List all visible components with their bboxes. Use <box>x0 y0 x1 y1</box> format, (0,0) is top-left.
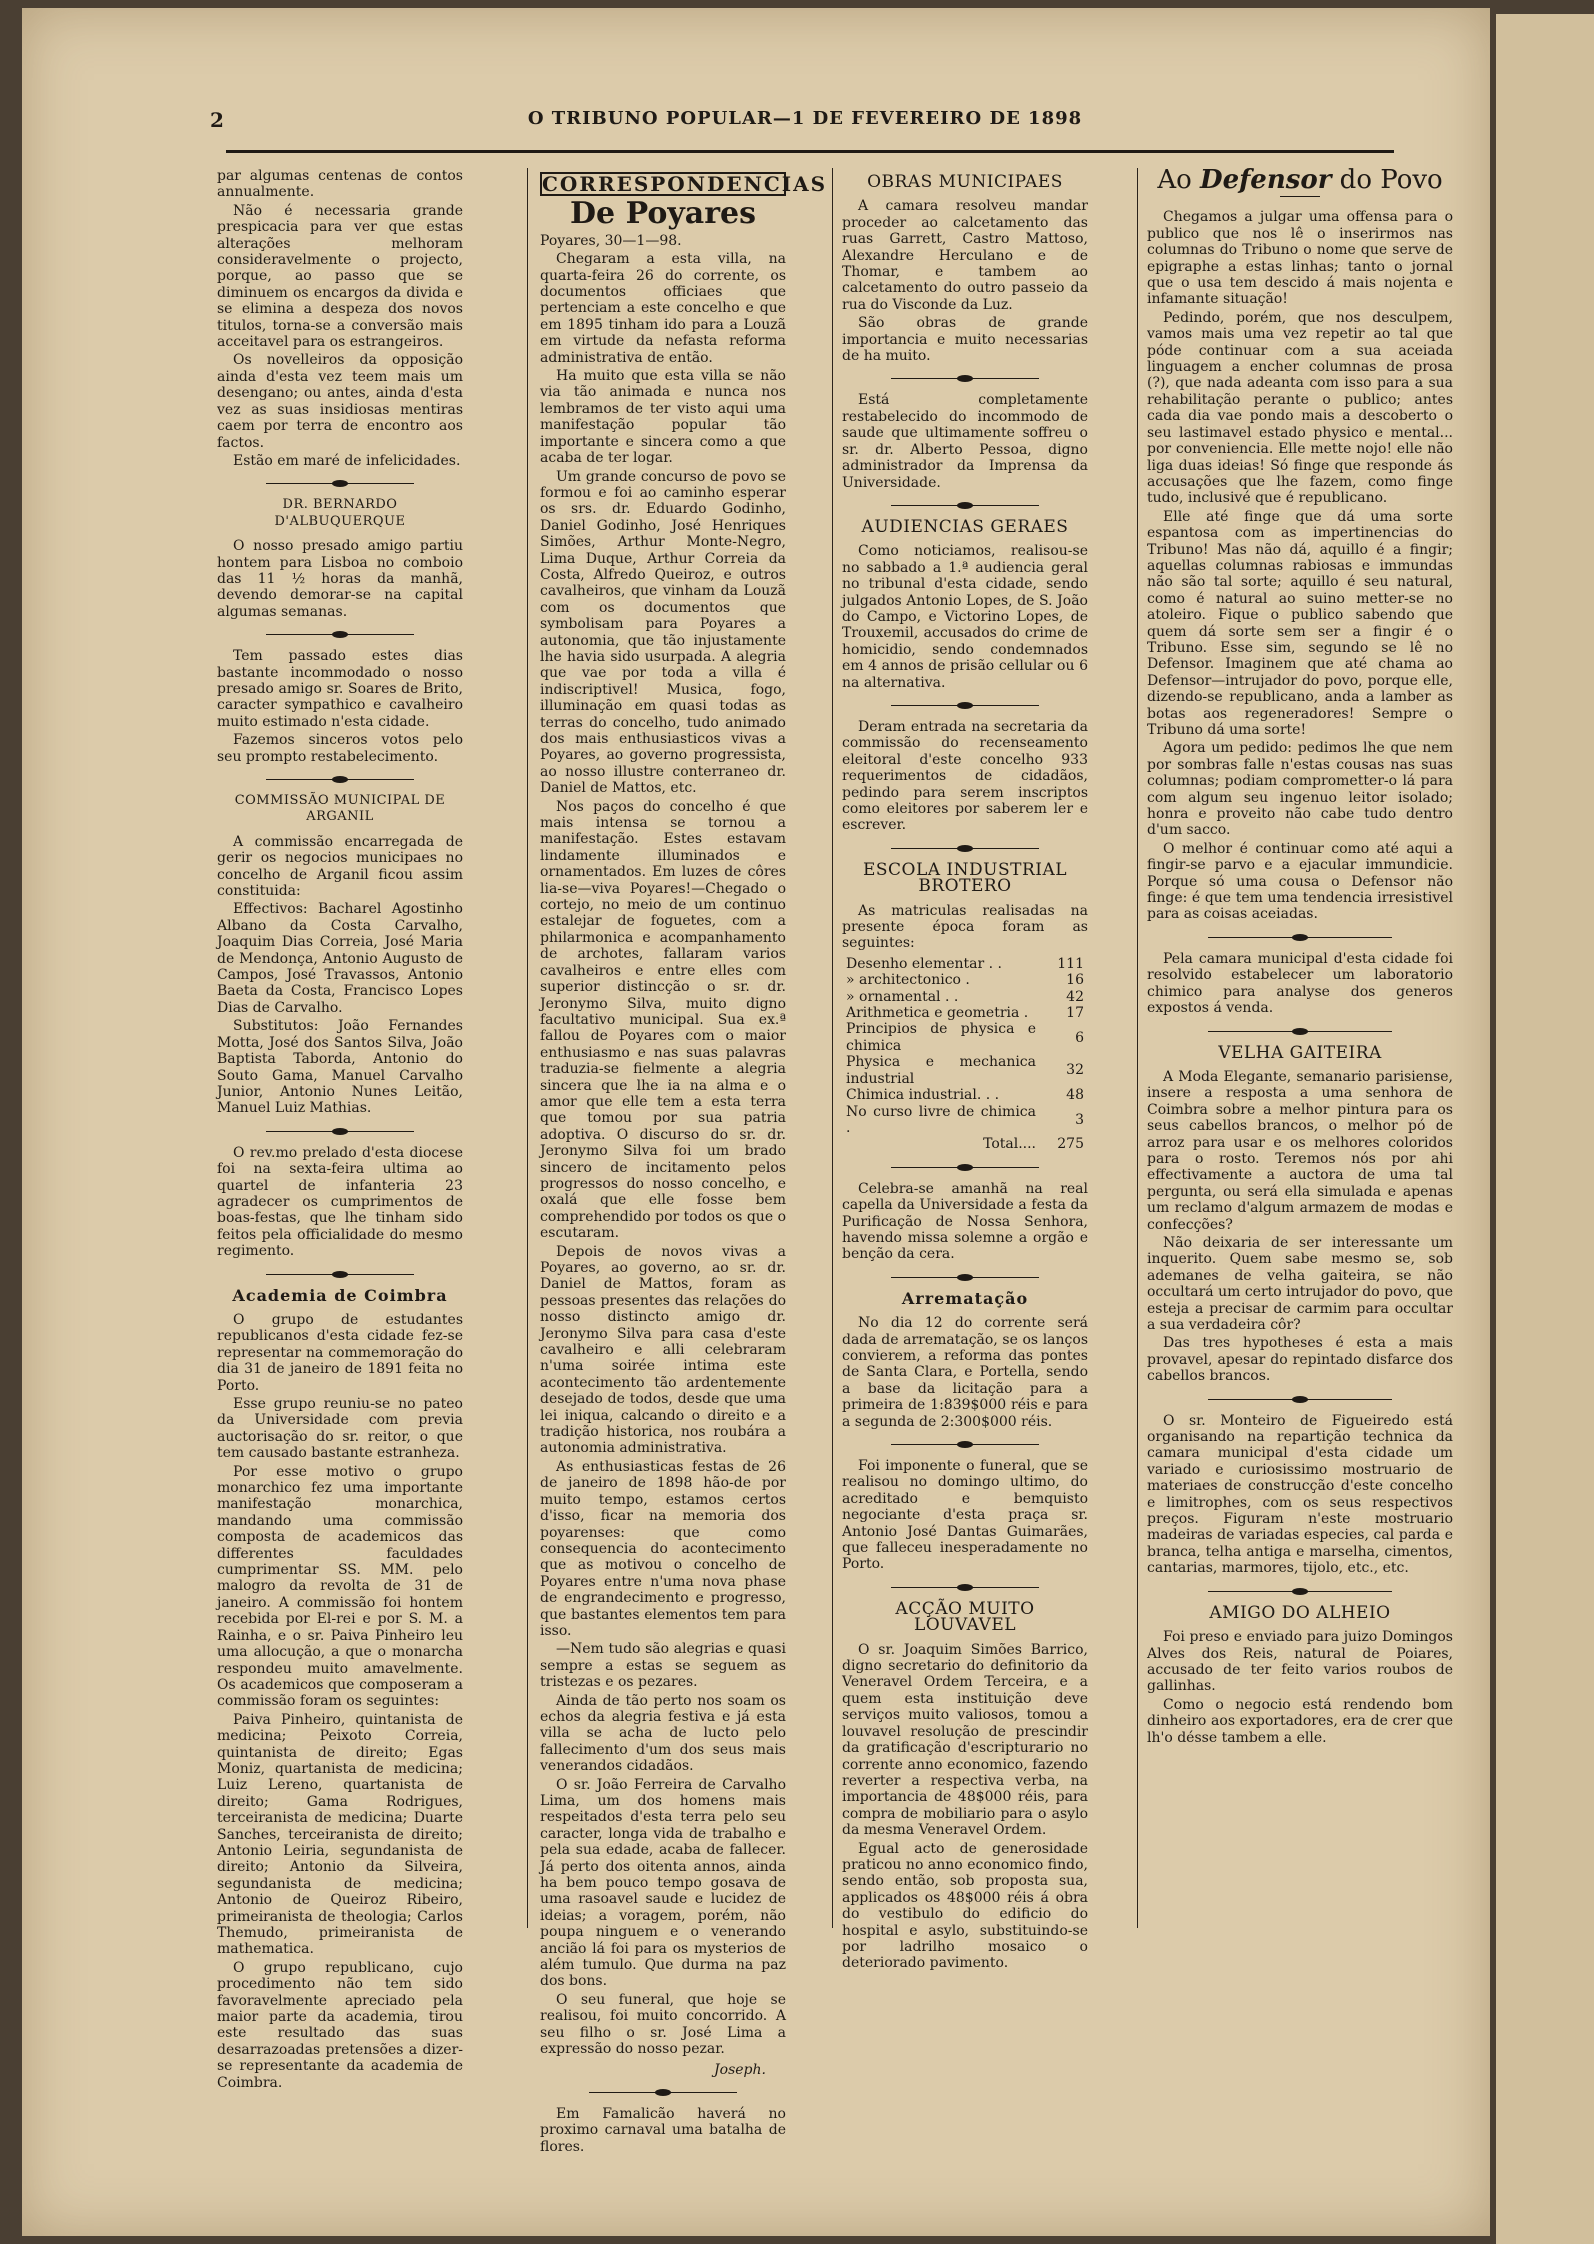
header-rule <box>226 150 1394 153</box>
article-paragraph: Ha muito que esta villa se não via tão animada e nunca nos lembramos de ter visto aqui uma manifestação popular tão importante e sincera como a que acaba de ter logar. <box>540 368 786 467</box>
article-paragraph: Como o negocio está rendendo bom dinheiro aos exportadores, era de crer que lh'o désse tambem a elle. <box>1147 1696 1453 1746</box>
article-paragraph: Ainda de tão perto nos soam os echos da alegria festiva e já esta villa se acha de lucto pelo fallecimento d'um dos seus mais venerandos cidadãos. <box>540 1692 786 1775</box>
table-cell: No curso livre de chimica . <box>846 1103 1036 1136</box>
table-row <box>842 972 1088 988</box>
article-paragraph: A Moda Elegante, semanario parisiense, insere a resposta a uma senhora de Coimbra sobre a melhor pintura para os seus cabellos brancos, o melhor pó de arroz para usar e os melhores coloridos para o rosto. Teremos nós por ahi effectivamente a auctora de uma tal pergunta, ou será ella simulada e apenas um reclamo d'algum armazem de modas e confecções? <box>1147 1068 1453 1233</box>
table-cell: 48 <box>1066 1087 1084 1104</box>
section-separator <box>266 1269 414 1279</box>
column-divider <box>832 168 833 1928</box>
article-paragraph: Pela camara municipal d'esta cidade foi resolvido estabelecer um laboratorio chimico para analyse dos generos expostos á venda. <box>1147 950 1453 1017</box>
signature: Joseph. <box>714 2061 766 2078</box>
article-paragraph: Substitutos: João Fernandes Motta, José dos Santos Silva, João Baptista Taborda, Antonio do Souto Gama, Manuel Carvalho Junior, Antonio Nunes Leitão, Manuel Luiz Mathias. <box>217 1018 463 1117</box>
article-paragraph: Das tres hypotheses é esta a mais provavel, apesar do repintado disfarce dos cabellos brancos. <box>1147 1335 1453 1385</box>
article-paragraph: Um grande concurso de povo se formou e foi ao caminho esperar os srs. dr. Eduardo Godinho, Daniel Godinho, José Henriques Simões, Arthur Monte-Negro, Lima Duque, Arthur Correia da Costa, Alfredo Queiroz, e outros cavalheiros, que vinham da Louzã com os documentos que symbolisam para Poyares a autonomia, que tão injustamente lhe havia sido usurpada. A alegria que vae por toda a villa é indiscriptivel! Musica, fogo, illuminação em quasi todas as terras do concelho, tudo animado dos mais enthusiasticos vivas a Poyares, ao governo progressista, ao nosso illustre conterraneo dr. Daniel de Mattos, etc. <box>540 468 786 797</box>
article-paragraph: O rev.mo prelado d'esta diocese foi na sexta-feira ultima ao quartel de infanteria 23 agradecer os cumprimentos de boas-festas, que lhe tinham sido feitos pela officialidade do mesmo regimento. <box>217 1144 463 1260</box>
article-paragraph: Foi preso e enviado para juizo Domingos Alves dos Reis, natural de Poiares, accusado de ter feito varios roubos de gallinhas. <box>1147 1629 1453 1695</box>
article-title <box>1147 165 1453 195</box>
table-cell: Chimica industrial. . . <box>846 1087 1000 1104</box>
masthead-title: O TRIBUNO POPULAR—1 DE FEVEREIRO DE 1898 <box>527 108 1083 129</box>
title-prefix: Ao <box>1157 165 1201 195</box>
article-paragraph: A commissão encarregada de gerir os negocios municipaes no concelho de Arganil ficou assim constituida: <box>217 833 463 900</box>
column-divider <box>527 168 528 1928</box>
table-total-row <box>842 1136 1088 1152</box>
article-paragraph: Como noticiamos, realisou-se no sabbado a 1.ª audiencia geral no tribunal d'esta cidade, sendo julgados Antonio Lopes, de S. João do Campo, e Victorino Lopes, de Trouxemil, accusados do crime de homicidio, sendo condemnados em 4 annos de prisão cellular ou 6 na alternativa. <box>842 543 1088 691</box>
article-paragraph: O sr. Monteiro de Figueiredo está organisando na repartição technica da camara municipal d'esta cidade um variado e curiosissimo mostruario de materiaes de construcção d'este concelho e limitrophes, com os seus respectivos preços. Figuram n'este mostruario madeiras de variadas especies, cal parda e branca, telha antiga e marselha, cimentos, cantarias, marmores, tijolo, etc., etc. <box>1147 1412 1453 1577</box>
article-paragraph: Agora um pedido: pedimos lhe que nem por sombras falle n'estas cousas nas suas columnas; podiam comprometter-o lá para com algum seu ingenuo leitor isolado; honra e proveito não cabe tudo dentro d'um sacco. <box>1147 740 1453 839</box>
article-paragraph: Effectivos: Bacharel Agostinho Albano da Costa Carvalho, Joaquim Dias Correia, José Maria de Mendonça, Antonio Augusto de Campos, José Travassos, Antonio Baeta da Costa, Francisco Lopes Dias de Carvalho. <box>217 901 463 1016</box>
table-cell: 275 <box>1057 1136 1084 1153</box>
table-cell: 111 <box>1057 955 1084 972</box>
column-4 <box>1147 165 1453 1748</box>
column-1 <box>217 168 463 2093</box>
article-paragraph: Nos paços do concelho é que mais intensa se tornou a manifestação. Estes estavam lindamente illuminados e ornamentados. Em luzes de côres lia-se—viva Poyares!—Chegado o cortejo, no meio de um continuo estalejar de foguetes, com a philarmonica e acompanhamento de archotes, fallaram varios cavalheiros e entre elles com superior distincção o sr. dr. Jeronymo Silva, muito digno facultativo municipal. Sua ex.ª fallou de Poyares com o maior enthusiasmo e nas suas palavras traduzia-se fielmente a alegria sincera que lhe ia na alma e o amor que elle tem a esta terra que tomou por sua patria adoptiva. O discurso do sr. dr. Jeronymo Silva foi um brado sincero de incitamento pelos progressos do nosso concelho, e oxalá que elle fosse bem comprehendido por todos os que o escutaram. <box>540 798 786 1242</box>
article-paragraph: O seu funeral, que hoje se realisou, foi muito concorrido. A seu filho o sr. José Lima a expressão do nosso pezar. <box>540 1991 786 2058</box>
table-cell: 6 <box>1075 1029 1084 1046</box>
article-paragraph: Em Famalicão haverá no proximo carnaval uma batalha de flores. <box>540 2105 786 2155</box>
title-rule <box>1280 196 1320 197</box>
article-paragraph: São obras de grande importancia e muito necessarias de ha muito. <box>842 315 1088 365</box>
article-paragraph: Os novelleiros da opposição ainda d'esta vez teem mais um desengano; ou antes, ainda d'esta vez as suas insidiosas mentiras caem por terra de encontro aos factos. <box>217 352 463 451</box>
article-paragraph: Elle até finge que dá uma sorte espantosa com as impertinencias do Tribuno! Mas não dá, aquillo é a fingir; aquellas columnas rabiosas e immundas não são tal sorte; aquillo é seu natural, como é natural ao suino metter-se no atoleiro. Fique o publico sabendo que quem dá sorte sem ser a fingir é o Tribuno. Esse sim, segundo se lê no Defensor. Imaginem que até chama ao Defensor—intrujador do povo, porque elle, dizendo-se republicano, anda a lamber as botas aos regeneradores! Sempre o Tribuno dá uma sorte! <box>1147 508 1453 738</box>
section-heading: OBRAS MUNICIPAES <box>867 172 1063 192</box>
article-paragraph: Paiva Pinheiro, quintanista de medicina; Peixoto Correia, quintanista de direito; Egas Moniz, quartanista de medicina; Luiz Lereno, quartanista de direito; Gama Rodrigues, terceiranista de medicina; Duarte Sanches, terceiranista de direito; Antonio Leiria, segundanista de direito; Antonio da Silveira, segundanista de medicina; Antonio de Queiroz Ribeiro, primeiranista de theologia; Carlos Themudo, primeiranista de mathematica. <box>217 1711 463 1958</box>
section-separator <box>266 1126 414 1136</box>
table-cell: 17 <box>1066 1005 1084 1022</box>
section-heading: Arrematação <box>901 1288 1029 1308</box>
section-heading: COMMISSÃO MUNICIPAL DE ARGANIL <box>234 793 446 825</box>
section-separator <box>891 700 1039 710</box>
article-paragraph: Tem passado estes dias bastante incommodado o nosso presado amigo sr. Soares de Brito, caracter sympathico e cavalheiro muito estimado n'esta cidade. <box>217 648 463 730</box>
dateline: Poyares, 30—1—98. <box>540 232 682 249</box>
section-separator <box>266 478 414 488</box>
section-separator <box>891 1582 1039 1592</box>
section-separator <box>891 1162 1039 1172</box>
table-cell: Total.... <box>983 1136 1036 1153</box>
article-title: De Poyares <box>570 196 756 232</box>
article-paragraph: Celebra-se amanhã na real capella da Universidade a festa da Purificação de Nossa Senhora, havendo missa solemne a orgão e benção da cera. <box>842 1180 1088 1263</box>
article-paragraph: Egual acto de generosidade praticou no anno economico findo, sendo então, sob proposta sua, applicados os 48$000 réis á obra do vestibulo do edificio do hospital e asylo, substituindo-se por ladrilho mosaico o deteriorado pavimento. <box>842 1840 1088 1972</box>
article-paragraph: Chegaram a esta villa, na quarta-feira 26 do corrente, os documentos officiaes que pertenciam a este concelho e que em 1895 tinham ido para a Louzã em virtude da nefasta reforma administrativa de então. <box>540 251 786 366</box>
article-paragraph: Por esse motivo o grupo monarchico fez uma importante manifestação monarchica, mandando uma commissão composta de academicos das differentes faculdades cumprimentar SS. MM. pelo malogro da revolta de 31 de janeiro. A commissão foi hontem recebida por El-rei e por S. M. a Rainha, e o sr. Paiva Pinheiro leu uma allocução, a que o monarcha respondeu muito amavelmente. Os academicos que composeram a commissão foram os seguintes: <box>217 1463 463 1710</box>
column-2 <box>540 168 828 2157</box>
table-row <box>842 1021 1088 1054</box>
section-separator <box>891 500 1039 510</box>
section-separator <box>1208 1394 1392 1404</box>
table-cell: » ornamental . . <box>846 988 959 1005</box>
table-row <box>842 1005 1088 1021</box>
section-separator <box>266 629 414 639</box>
table-cell: 16 <box>1066 972 1084 989</box>
table-row <box>842 1054 1088 1087</box>
table-cell: Desenho elementar . . <box>846 955 1002 972</box>
section-separator <box>266 774 414 784</box>
table-row <box>842 989 1088 1005</box>
article-paragraph: O grupo de estudantes republicanos d'esta cidade fez-se representar na commemoração do dia 31 de janeiro de 1891 feita no Porto. <box>217 1311 463 1394</box>
column-3 <box>842 168 1088 1974</box>
table-cell: Physica e mechanica industrial <box>846 1054 1036 1087</box>
section-heading: Academia de Coimbra <box>232 1285 448 1305</box>
article-paragraph: As matriculas realisadas na presente época foram as seguintes: <box>842 902 1088 952</box>
article-paragraph: par algumas centenas de contos annualmente. <box>217 168 463 201</box>
article-paragraph: Não é necessaria grande prespicacia para ver que estas alterações melhoram consideravelmente o projecto, porque, ao passo que se diminuem os encargos da divida e se elimina a despeza dos novos titulos, torna-se a conversão mais acceitavel para os estrangeiros. <box>217 202 463 351</box>
table-cell: » architectonico . <box>846 972 970 989</box>
section-heading: ACÇÃO MUITO LOUVAVEL <box>895 1598 1035 1636</box>
page-number: 2 <box>210 108 225 132</box>
article-paragraph: Depois de novos vivas a Poyares, ao governo, ao sr. dr. Daniel de Mattos, foram as pessoas presentes das relações do nosso distincto amigo dr. Jeronymo Silva para casa d'este cavalheiro e alli celebraram n'uma soirée intima este acontecimento tão ardentemente desejado de todos, desde que uma lei iniqua, calcando o direito e a tradição historica, nos roubára a autonomia administrativa. <box>540 1243 786 1457</box>
article-paragraph: O sr. João Ferreira de Carvalho Lima, um dos homens mais respeitados d'esta terra pelo seu caracter, longa vida de trabalho e pela sua edade, acaba de fallecer. Já perto dos oitenta annos, ainda ha bem pouco tempo gosava de uma rasoavel saude e lucidez de ideias; a voragem, porém, não poupa ninguem e o venerando ancião lá foi para os mysterios de além tumulo. Que durma na paz dos bons. <box>540 1776 786 1990</box>
article-paragraph: —Nem tudo são alegrias e quasi sempre a estas se seguem as tristezas e os pezares. <box>540 1641 786 1691</box>
section-heading: ESCOLA INDUSTRIAL BROTERO <box>862 859 1068 897</box>
table-row <box>842 956 1088 972</box>
section-separator <box>1208 1026 1392 1036</box>
section-separator <box>891 1439 1039 1449</box>
article-paragraph: Chegamos a julgar uma offensa para o publico que nos lê o inserirmos nas columnas do Tribuno o nome que serve de epigraphe a estas linhas; tanto o jornal que o usa tem descido á mais nojenta e infamante situação! <box>1147 209 1453 308</box>
section-separator <box>891 1272 1039 1282</box>
article-paragraph: Pedindo, porém, que nos desculpem, vamos mais uma vez repetir ao tal que póde continuar com a sua aceiada linguagem a encher columnas de prosa (?), que nada adeanta com isso para a sua rehabilitação perante o publico; antes cada dia vae pondo mais a descoberto o seu lastimavel estado physico e mental... por conveniencia. Elle mette nojo! elle não liga duas ideias! Só finge que responde ás accusações que lhe fazem, como finge tudo, inclusivé que é republicano. <box>1147 309 1453 507</box>
section-banner: CORRESPONDENCIAS <box>542 172 828 196</box>
article-paragraph: Estão em maré de infelicidades. <box>233 452 461 469</box>
section-separator <box>1208 1586 1392 1596</box>
article-paragraph: O sr. Joaquim Simões Barrico, digno secretario do definitorio da Veneravel Ordem Terceira, e a quem esta instituição deve serviços muito valiosos, tomou a louvavel resolução de prescindir da gratificação d'escripturario no corrente anno economico, fazendo reverter a respectiva verba, na importancia de 48$000 réis, para compra de mobiliario para o asylo da mesma Veneravel Ordem. <box>842 1641 1088 1839</box>
section-separator <box>891 373 1039 383</box>
section-heading: VELHA GAITEIRA <box>1218 1042 1382 1063</box>
table-row <box>842 1087 1088 1103</box>
table-cell: 32 <box>1066 1062 1084 1079</box>
article-paragraph: As enthusiasticas festas de 26 de janeiro de 1898 hão-de por muito tempo, estamos certos d'isso, ficar na memoria dos poyarenses: que como consequencia do acontecimento que as motivou o concelho de Poyares entre n'uma nova phase de engrandecimento e progresso, que bastantes elementos tem para isso. <box>540 1458 786 1639</box>
article-paragraph: Foi imponente o funeral, que se realisou no domingo ultimo, do acreditado e bemquisto negociante d'esta praça sr. Antonio José Dantas Guimarães, que falleceu inesperadamente no Porto. <box>842 1458 1088 1573</box>
article-paragraph: Fazemos sinceros votos pelo seu prompto restabelecimento. <box>217 732 463 765</box>
section-separator <box>1208 932 1392 942</box>
article-paragraph: Está completamente restabelecido do incommodo de saude que ultimamente soffreu o sr. dr. Alberto Pessoa, digno administrador da Imprensa da Universidade. <box>842 392 1088 491</box>
section-separator <box>589 2087 737 2097</box>
title-suffix: do Povo <box>1331 165 1443 195</box>
table-cell: 3 <box>1075 1111 1084 1128</box>
section-heading: DR. BERNARDO D'ALBUQUERQUE <box>274 497 406 529</box>
article-paragraph: O melhor é continuar como até aqui a fingir-se parvo e a ejacular immundicie. Porque só uma cousa o Defensor não finge: é que tem uma tendencia irresistivel para as coisas aceiadas. <box>1147 840 1453 923</box>
table-row <box>842 1104 1088 1137</box>
page-header <box>210 106 1400 136</box>
article-paragraph: A camara resolveu mandar proceder ao calcetamento das ruas Garrett, Castro Mattoso, Alexandre Herculano e de Thomar, e tambem ao calcetamento do outro passeio da rua do Visconde da Luz. <box>842 198 1088 313</box>
section-separator <box>891 843 1039 853</box>
title-italic: Defensor <box>1200 165 1332 195</box>
table-cell: Principios de physica e chimica <box>846 1021 1036 1054</box>
section-heading: AMIGO DO ALHEIO <box>1209 1602 1391 1623</box>
column-divider <box>1137 168 1138 1928</box>
article-paragraph: Não deixaria de ser interessante um inquerito. Quem sabe mesmo se, sob ademanes de velha gaiteira, se não occultará um certo intrujador do povo, que esteja a precisar de carmim para occultar a sua verdadeira côr? <box>1147 1234 1453 1333</box>
section-heading: AUDIENCIAS GERAES <box>861 516 1069 537</box>
table-cell: Arithmetica e geometria . <box>846 1005 1029 1022</box>
article-paragraph: O grupo republicano, cujo procedimento não tem sido favoravelmente apreciado pela maior parte da academia, tirou este resultado das suas desarrazoadas pretensões a dizer-se representante da academia de Coimbra. <box>217 1959 463 2091</box>
article-paragraph: Deram entrada na secretaria da commissão do recenseamento eleitoral d'este concelho 933 requerimentos de cidadãos, pedindo para serem inscriptos como eleitores por saberem ler e escrever. <box>842 718 1088 834</box>
adjacent-page-edge <box>1496 14 1594 2244</box>
table-cell: 42 <box>1066 988 1084 1005</box>
matriculas-table <box>842 956 1088 1153</box>
article-paragraph: No dia 12 do corrente será dada de arrematação, se os lanços convierem, a reforma das pontes de Santa Clara, e Portella, sendo a base da licitação para a primeira de 1:839$000 réis e para a segunda de 2:300$000 réis. <box>842 1315 1088 1430</box>
article-paragraph: O nosso presado amigo partiu hontem para Lisboa no comboio das 11 ½ horas da manhã, devendo demorar-se na capital algumas semanas. <box>217 538 463 620</box>
article-paragraph: Esse grupo reuniu-se no pateo da Universidade com previa auctorisação do sr. reitor, o que tem causado bastante estranheza. <box>217 1396 463 1462</box>
